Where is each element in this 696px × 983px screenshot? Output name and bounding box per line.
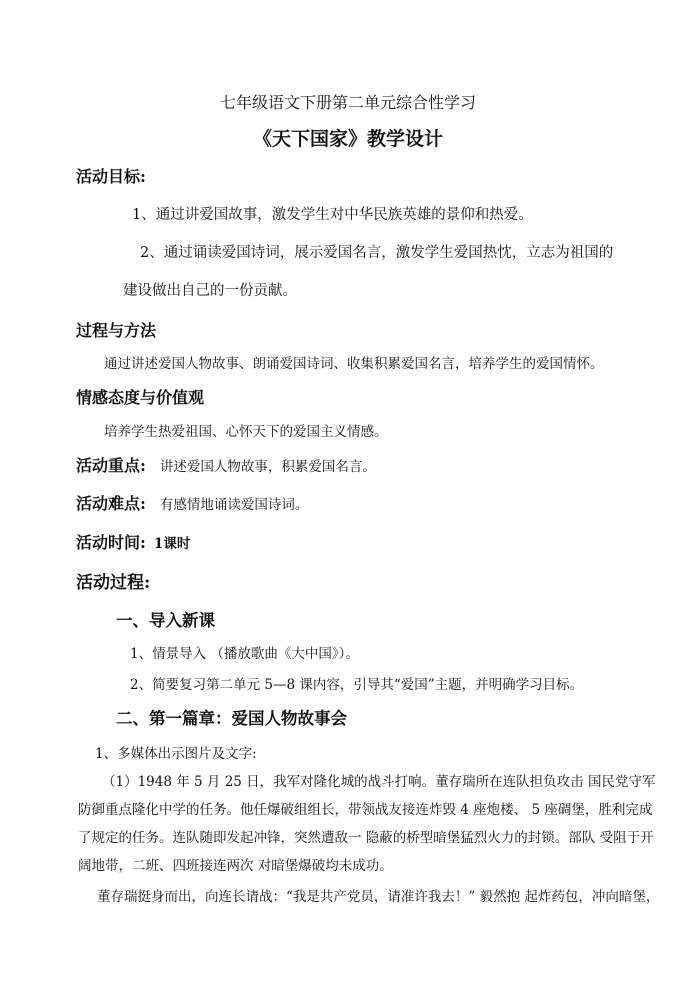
key-point-row [76,453,376,476]
goal-item-2-line2: 建设做出自己的一份贡献。 [123,283,297,299]
goal-item-2-line1: 2、通过诵读爱国诗词，展示爱国名言，激发学生爱国热忱，立志为祖国的 [140,245,614,261]
document-title: 《天下国家》教学设计 [252,128,443,150]
goals-heading: 活动目标: [76,167,146,186]
story-paragraph-1-line4: 阔地带，二班、四班接连两次 对暗堡爆破均未成功。 [78,858,393,874]
story-paragraph-1-line2: 防御重点隆化中学的任务。他任爆破组组长，带领战友接连炸毁 4 座炮楼、 5 座碉堡，胜利完成 [78,802,653,818]
key-point-body: 讲述爱国人物故事，积累爱国名言。 [159,459,376,475]
key-point-heading: 活动重点: [76,456,146,475]
story-paragraph-2-line1: 董存瑞挺身而出，向连长请战：“我是共产党员，请准许我去！” 毅然抱 起炸药包，冲向暗堡， [97,889,660,905]
time-body: 1课时 [153,536,191,552]
process-method-heading: 过程与方法 [76,321,157,340]
section-2-heading: 二、第一篇章：爱国人物故事会 [116,709,347,728]
section-1-item-1: 1、情景导入 （播放歌曲《大中国》）。 [130,646,359,662]
story-paragraph-1-line1: （1）1948 年 5 月 25 日，我军对隆化城的战斗打响。董存瑞所在连队担负攻击 国民党守军 [102,774,656,790]
difficulty-row [76,491,308,514]
time-row [76,530,190,553]
attitude-body: 培养学生热爱祖国、心怀天下的爱国主义情感。 [104,424,388,440]
story-paragraph-1-line3: 了规定的任务。连队随即发起冲锋，突然遭敌一 隐蔽的桥型暗堡猛烈火力的封锁。部队 受阻于开 [78,830,654,846]
attitude-heading: 情感态度与价值观 [76,388,205,407]
difficulty-heading: 活动难点: [76,494,146,513]
time-heading: 活动时间: [76,533,146,552]
section-1-item-2: 2、简要复习第二单元 5—8 课内容，引导其“爱国”主题，并明确学习目标。 [130,677,584,693]
difficulty-body: 有感情地诵读爱国诗词。 [159,497,309,513]
section-1-heading: 一、导入新课 [116,611,215,630]
process-method-body: 通过讲述爱国人物故事、朗诵爱国诗词、收集积累爱国名言，培养学生的爱国情怀。 [104,356,604,372]
goal-item-1: 1、通过讲爱国故事，激发学生对中华民族英雄的景仰和热爱。 [132,207,533,223]
document-subtitle: 七年级语文下册第二单元综合性学习 [219,93,476,112]
section-2-item-1: 1、多媒体出示图片及文字: [95,746,257,762]
activity-process-heading: 活动过程: [76,573,151,593]
